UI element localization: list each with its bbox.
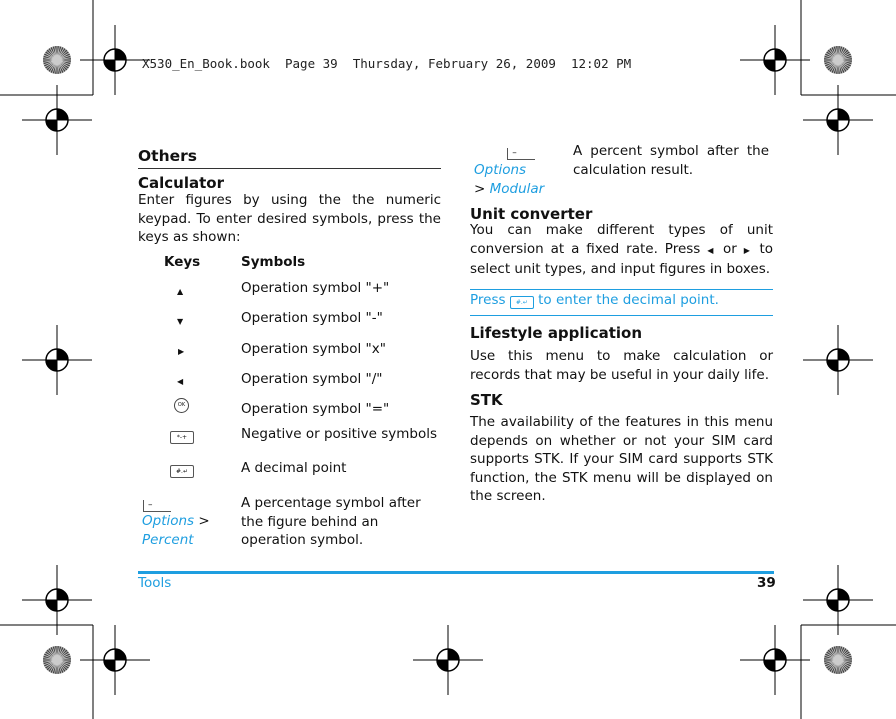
symbol-text: Operation symbol "=" <box>241 401 390 417</box>
path-separator: > <box>474 181 486 197</box>
text: You can make different types of unit conversion at a fixed rate. Press <box>470 222 773 257</box>
hash-key-icon: #.↵ <box>170 465 194 478</box>
right-softkey-icon: – <box>507 148 535 160</box>
print-header: X530_En_Book.book Page 39 Thursday, February 26, 2009 12:02 PM <box>142 56 632 71</box>
up-arrow-key-icon: ▲ <box>177 287 184 296</box>
menu-path <box>142 512 210 550</box>
left-arrow-icon: ◀ <box>707 245 717 255</box>
unit-converter-text <box>470 221 773 279</box>
footer-chapter: Tools <box>138 575 172 591</box>
symbol-text: Operation symbol "x" <box>241 341 386 357</box>
lifestyle-text: Use this menu to make calculation or records that may be useful in your daily life. <box>470 348 773 383</box>
path-separator: > <box>198 513 210 529</box>
menu-path <box>474 161 544 199</box>
calculator-title: Calculator <box>138 174 224 192</box>
crosshair-mark <box>413 625 483 695</box>
crosshair-mark <box>740 625 810 695</box>
tip-divider-bottom <box>470 315 773 316</box>
decimal-tip <box>470 292 719 309</box>
menu-options: Options <box>142 513 195 529</box>
section-divider <box>138 168 441 169</box>
lifestyle-title: Lifestyle application <box>470 324 643 342</box>
starburst-mark <box>43 646 71 674</box>
calculator-intro: Enter figures by using the the numeric keypad. To enter desired symbols, press the keys as shown: <box>138 192 441 245</box>
unit-converter-title: Unit converter <box>470 205 593 223</box>
star-key-icon: *-+ <box>170 431 194 444</box>
menu-options: Options <box>474 162 527 178</box>
menu-modular: Modular <box>489 181 545 197</box>
crosshair-mark <box>740 25 810 95</box>
right-softkey-icon: – <box>143 500 171 512</box>
starburst-mark <box>43 46 71 74</box>
starburst-mark <box>824 646 852 674</box>
crosshair-mark <box>80 625 150 695</box>
col-keys-header: Keys <box>164 254 201 270</box>
symbol-text: A decimal point <box>241 460 347 476</box>
symbol-text: Operation symbol "+" <box>241 280 390 296</box>
stk-title: STK <box>470 391 503 409</box>
symbol-text: Operation symbol "/" <box>241 371 383 387</box>
section-title: Others <box>138 147 198 165</box>
crosshair-mark <box>80 25 150 95</box>
right-arrow-icon: ▶ <box>743 245 753 255</box>
tip-text: Press <box>470 292 506 308</box>
down-arrow-key-icon: ▼ <box>177 317 184 326</box>
left-arrow-key-icon: ◀ <box>177 377 184 386</box>
symbol-text: A percent symbol after the calculation result. <box>573 143 769 178</box>
right-arrow-key-icon: ▶ <box>178 347 185 356</box>
tip-text: to enter the decimal point. <box>538 292 719 308</box>
tip-divider-top <box>470 289 773 290</box>
col-symbols-header: Symbols <box>241 254 306 270</box>
page-number: 39 <box>757 575 776 591</box>
text: to select unit types, and input figures in boxes. <box>470 240 774 277</box>
menu-percent: Percent <box>142 532 194 548</box>
text: or <box>723 240 737 257</box>
starburst-mark <box>824 46 852 74</box>
stk-text: The availability of the features in this menu depends on whether or not your SIM card supports STK. If your SIM card supports STK function, the STK menu will be displayed on the screen. <box>470 414 773 504</box>
symbol-text: A percentage symbol after the figure behind an operation symbol. <box>241 495 421 548</box>
symbol-text: Negative or positive symbols <box>241 426 438 442</box>
hash-key-icon: #.↵ <box>510 296 534 309</box>
ok-key-icon: OK <box>174 398 189 413</box>
crosshair-mark <box>803 325 873 395</box>
footer-rule <box>138 571 774 574</box>
symbol-text: Operation symbol "-" <box>241 310 383 326</box>
crosshair-mark <box>22 325 92 395</box>
